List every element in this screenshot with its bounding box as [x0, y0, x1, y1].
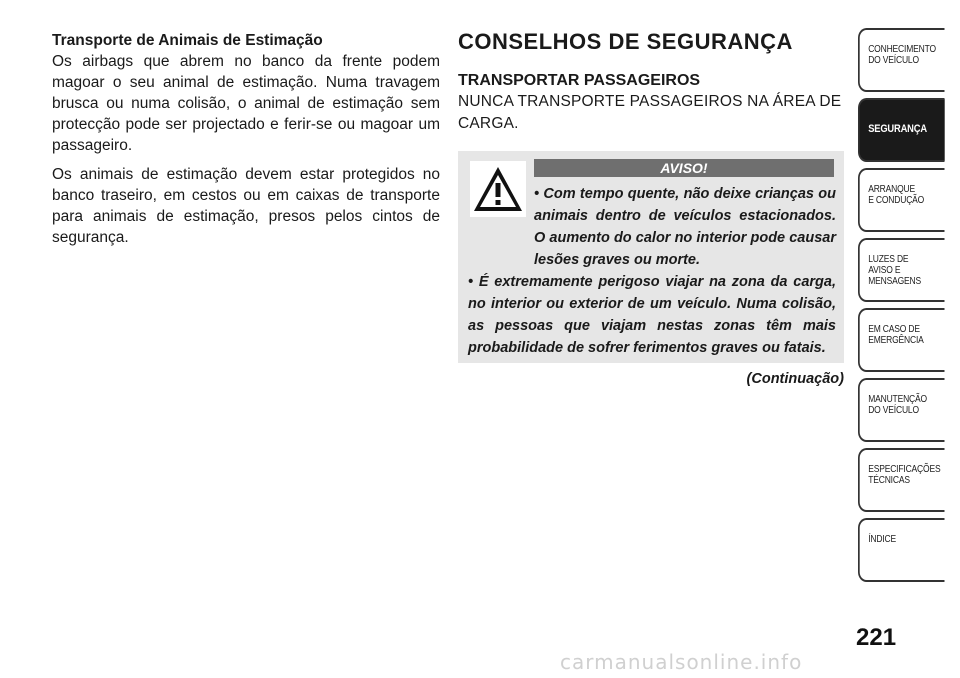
- warning-body: [468, 183, 836, 359]
- tab-index[interactable]: ÍNDICE: [858, 518, 945, 582]
- warning-label: AVISO!: [534, 159, 834, 177]
- tab-emergency[interactable]: EM CASO DE EMERGÊNCIA: [858, 308, 945, 372]
- tab-warning-lights[interactable]: LUZES DE AVISO E MENSAGENS: [858, 238, 945, 302]
- watermark-text: carmanualsonline.info: [560, 650, 803, 674]
- section-heading-pets: Transporte de Animais de Estimação: [52, 32, 323, 49]
- warning-box: [458, 151, 844, 363]
- left-column: [52, 30, 440, 256]
- right-column: [458, 28, 844, 387]
- tab-maintenance[interactable]: MANUTENÇÃO DO VEÍCULO: [858, 378, 945, 442]
- chapter-tabs: [858, 28, 960, 588]
- page-title: CONSELHOS DE SEGURANÇA: [458, 29, 793, 54]
- cargo-warning-text: NUNCA TRANSPORTE PASSAGEIROS NA ÁREA DE CARGA.: [458, 93, 842, 132]
- paragraph-pet-restraint: Os animais de estimação devem estar protegidos no banco traseiro, em cestos ou em caixas de transporte para animais de estimação, presos pelos cintos de segurança.: [52, 166, 440, 246]
- page-number: 221: [856, 624, 897, 651]
- sub-title: TRANSPORTAR PASSAGEIROS: [458, 72, 701, 89]
- paragraph-airbags: Os airbags que abrem no banco da frente podem magoar o seu animal de estimação. Numa travagem brusca ou numa colisão, o animal de estimação sem protecção pode ser projectado e ferir-se ou magoar um passageiro.: [52, 53, 440, 154]
- tab-starting-driving[interactable]: ARRANQUE E CONDUÇÃO: [858, 168, 945, 232]
- continued-label: (Continuação): [746, 371, 844, 387]
- warning-bullet-heat: • Com tempo quente, não deixe crianças ou animais dentro de veículos estacionados. O aumento do calor no interior pode causar lesões graves ou morte.: [534, 186, 836, 268]
- tab-vehicle-knowledge[interactable]: CONHECIMENTO DO VEÍCULO: [858, 28, 945, 92]
- warning-bullet-cargo: • É extremamente perigoso viajar na zona da carga, no interior ou exterior de um veículo. Numa colisão, as pessoas que viajam nestas zonas têm mais probabilidade de sofrer ferimentos graves ou fatais.: [468, 274, 836, 356]
- tab-safety[interactable]: SEGURANÇA: [858, 98, 945, 162]
- tab-specifications[interactable]: ESPECIFICAÇÕES TÉCNICAS: [858, 448, 945, 512]
